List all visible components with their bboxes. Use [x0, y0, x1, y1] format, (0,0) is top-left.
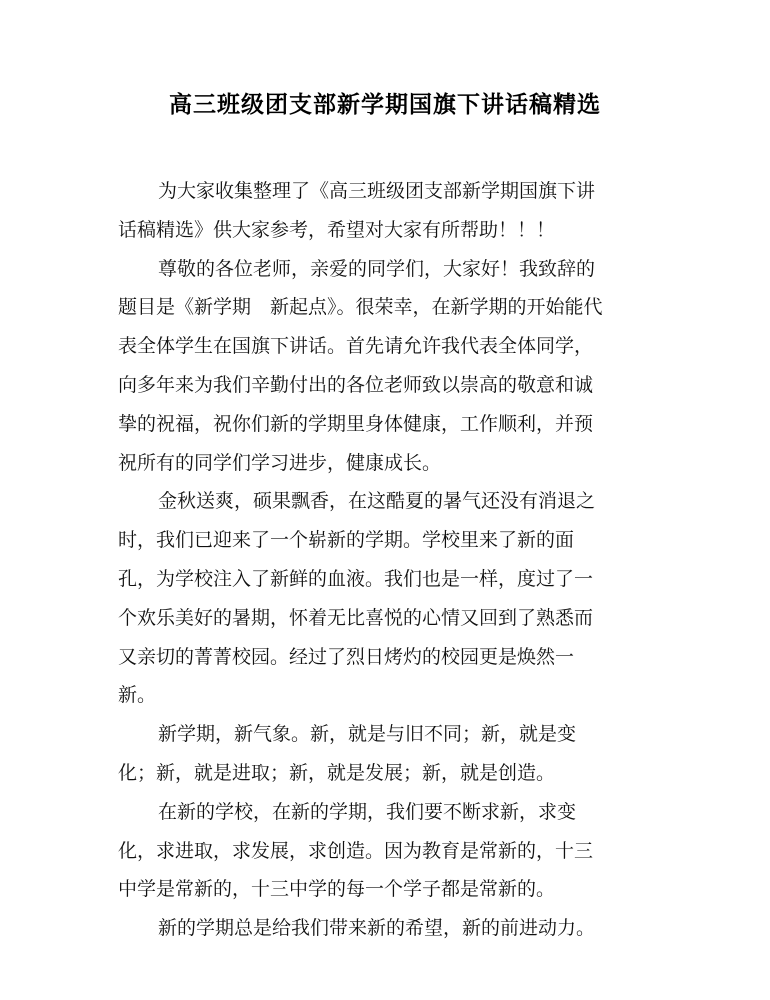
text-line: 中学是常新的，十三中学的每一个学子都是常新的。 — [118, 878, 556, 901]
text-line: 新学期，新气象。新，就是与旧不同；新，就是变 — [158, 723, 577, 746]
text-line: 挚的祝福，祝你们新的学期里身体健康，工作顺利，并预 — [118, 412, 594, 435]
text-line: 尊敬的各位老师，亲爱的同学们，大家好！我致辞的 — [158, 257, 596, 280]
text-line: 话稿精选》供大家参考，希望对大家有所帮助！！！ — [118, 218, 556, 241]
text-line: 金秋送爽，硕果飘香，在这酷夏的暑气还没有消退之 — [158, 490, 596, 513]
text-line: 孔，为学校注入了新鲜的血液。我们也是一样，度过了一 — [118, 567, 594, 590]
text-line: 个欢乐美好的暑期，怀着无比喜悦的心情又回到了熟悉而 — [118, 606, 594, 629]
document-body — [118, 172, 658, 948]
text-line: 祝所有的同学们学习进步，健康成长。 — [118, 451, 442, 474]
text-line: 又亲切的菁菁校园。经过了烈日烤灼的校园更是焕然一 — [118, 645, 575, 668]
text-line: 为大家收集整理了《高三班级团支部新学期国旗下讲 — [158, 180, 596, 202]
text-line: 题目是《新学期 新起点》。很荣幸，在新学期的开始能代 — [118, 296, 603, 319]
text-line: 化；新，就是进取；新，就是发展；新，就是创造。 — [118, 761, 556, 784]
text-line: 新。 — [118, 684, 157, 707]
text-line: 时，我们已迎来了一个崭新的学期。学校里来了新的面 — [118, 529, 575, 552]
text-line: 表全体学生在国旗下讲话。首先请允许我代表全体同学， — [118, 335, 594, 358]
text-line: 化，求进取，求发展，求创造。因为教育是常新的，十三 — [118, 839, 594, 862]
text-line: 向多年来为我们辛勤付出的各位老师致以崇高的敬意和诚 — [118, 373, 594, 396]
document-title: 高三班级团支部新学期国旗下讲话稿精选 — [169, 92, 601, 118]
text-line: 在新的学校，在新的学期，我们要不断求新，求变 — [158, 800, 577, 823]
text-line: 新的学期总是给我们带来新的希望，新的前进动力。 — [158, 917, 596, 940]
